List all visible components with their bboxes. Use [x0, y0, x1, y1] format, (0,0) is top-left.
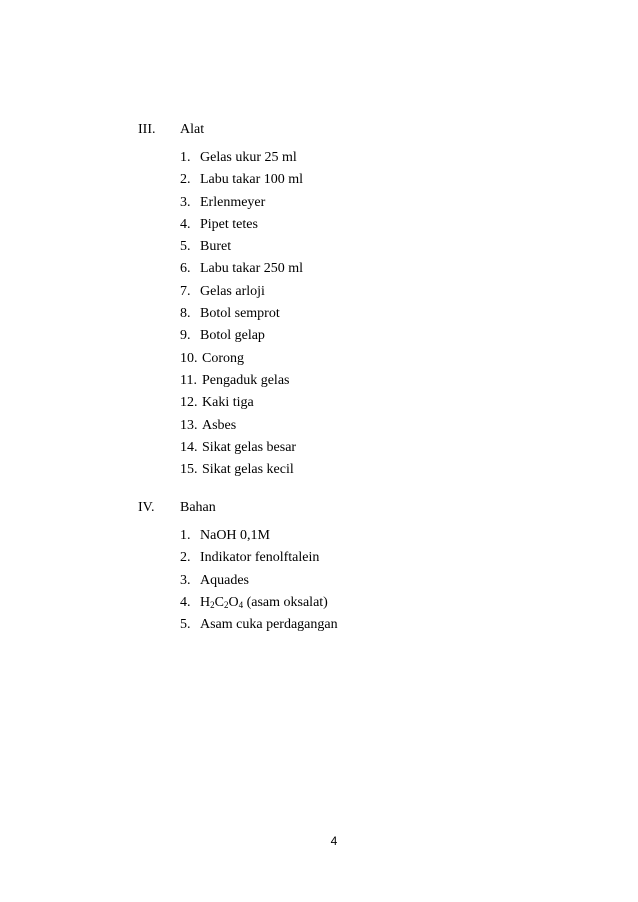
list-item: [180, 415, 558, 437]
list-item: [180, 147, 558, 169]
item-number: 10.: [180, 350, 198, 366]
list-item: [180, 437, 558, 459]
item-text: Sikat gelas kecil: [202, 462, 294, 478]
item-text: Kaki tiga: [202, 395, 254, 411]
bahan-list: [180, 525, 558, 636]
item-number: 5.: [180, 617, 191, 633]
item-number: 8.: [180, 306, 191, 322]
section-title: Alat: [180, 122, 205, 137]
item-text: Botol semprot: [200, 306, 280, 322]
list-item: [180, 348, 558, 370]
section-alat: [138, 119, 558, 481]
item-number: 2.: [180, 172, 191, 188]
item-number: 3.: [180, 194, 191, 210]
item-text: Labu takar 250 ml: [200, 261, 304, 277]
item-text: Sikat gelas besar: [202, 439, 297, 455]
item-number: 9.: [180, 328, 191, 344]
page-number: 4: [330, 834, 338, 848]
list-item: [180, 570, 558, 592]
item-text: Buret: [200, 239, 232, 255]
list-item: [180, 236, 558, 258]
item-text: Pengaduk gelas: [202, 372, 290, 388]
list-item: [180, 258, 558, 280]
item-number: 7.: [180, 283, 191, 299]
list-item: [180, 525, 558, 547]
item-number: 5.: [180, 239, 191, 255]
list-item: [180, 614, 558, 636]
item-number: 4.: [180, 216, 191, 232]
list-item: [180, 592, 558, 614]
item-text: Botol gelap: [200, 328, 265, 344]
item-text: NaOH 0,1M: [200, 528, 270, 543]
list-item: [180, 392, 558, 414]
item-number: 15.: [180, 462, 198, 478]
list-item: [180, 192, 558, 214]
section-title: Bahan: [180, 500, 216, 515]
item-number: 6.: [180, 261, 191, 277]
section-roman-numeral: III.: [138, 122, 156, 137]
section-bahan: [138, 497, 558, 636]
alat-list: [180, 147, 558, 481]
list-item: [180, 547, 558, 569]
item-number: 1.: [180, 528, 191, 543]
oxalic-acid-formula: $H_2C_2O_4$ (asam oksalat): [200, 594, 328, 610]
item-text: Aquades: [200, 572, 249, 588]
item-text: Gelas arloji: [200, 283, 265, 299]
item-text: Labu takar 100 ml: [200, 172, 304, 188]
item-number: 4.: [180, 594, 191, 610]
item-number: 11.: [180, 372, 197, 388]
item-number: 1.: [180, 150, 191, 165]
section-roman-numeral: IV.: [138, 500, 155, 515]
item-text: Erlenmeyer: [200, 194, 266, 210]
item-text: Asbes: [202, 417, 237, 433]
item-text: Pipet tetes: [200, 216, 258, 232]
item-text: Indikator fenolftalein: [200, 550, 320, 566]
list-item: [180, 370, 558, 392]
list-item: [180, 281, 558, 303]
list-item: [180, 214, 558, 236]
item-text: Asam cuka perdagangan: [200, 617, 338, 633]
item-text: Gelas ukur 25 ml: [200, 150, 297, 165]
list-item: [180, 169, 558, 191]
item-number: 14.: [180, 439, 198, 455]
list-item: [180, 325, 558, 347]
item-number: 3.: [180, 572, 191, 588]
item-number: 12.: [180, 395, 198, 411]
item-number: 2.: [180, 550, 191, 566]
section-heading-alat: [138, 119, 558, 141]
section-heading-bahan: [138, 497, 558, 519]
list-item: [180, 459, 558, 481]
item-number: 13.: [180, 417, 198, 433]
list-item: [180, 303, 558, 325]
item-text: Corong: [202, 350, 244, 366]
item-text: (asam oksalat): [243, 594, 328, 610]
